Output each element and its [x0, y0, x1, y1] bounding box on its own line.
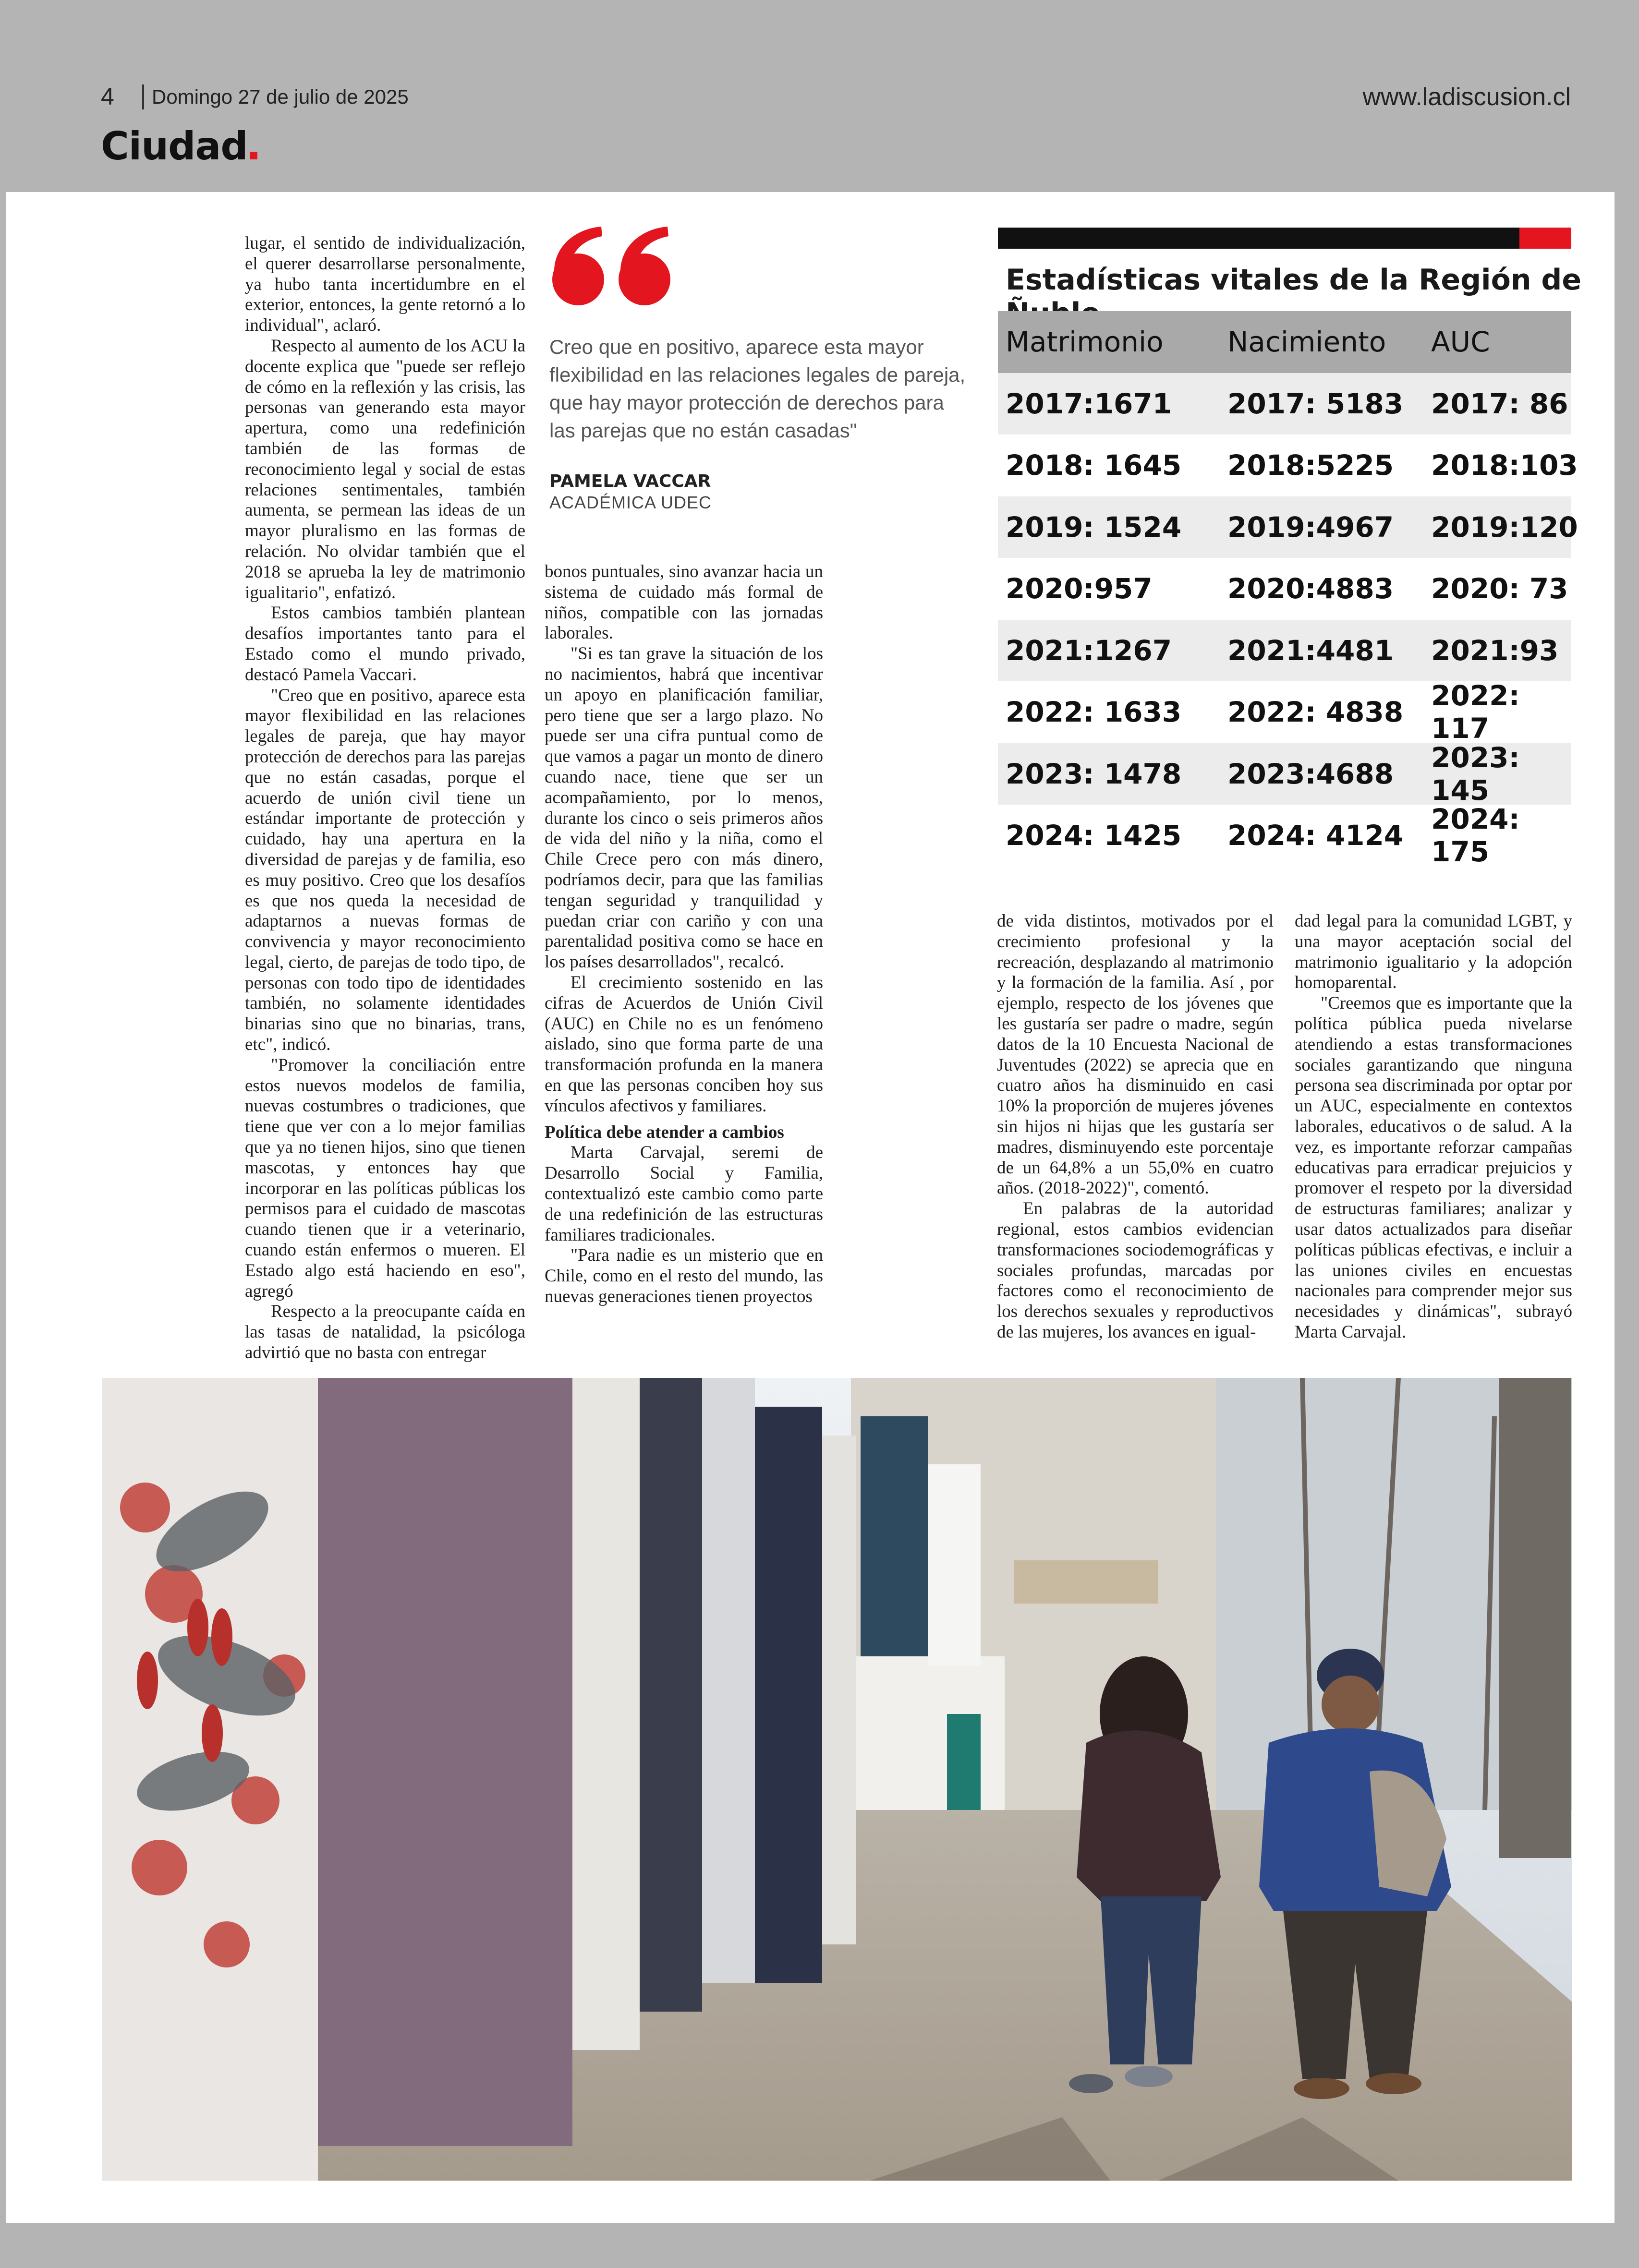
paragraph: "Creemos que es importante que la política pública pueda nivelarse atendiendo a estas transformaciones sociales garantizando que ninguna persona sea discriminada por optar por un AUC, especialmente en contextos laborales, educativos o de salud. A la vez, es importante reforzar campañas educativas para erradicar prejuicios y promover el respeto por la diversidad de estructuras familiares; analizar y usar datos actualizados para diseñar políticas públicas efectivas, e incluir a las uniones civiles en encuestas nacionales para comprender mejor sus necesidades y dinámicas", subrayó Marta Carvajal. — [1295, 993, 1572, 1342]
paragraph: dad legal para la comunidad LGBT, y una mayor aceptación social del matrimonio igualitario y la adopción homoparental. — [1295, 911, 1572, 993]
quote-author: PAMELA VACCAR — [549, 471, 711, 491]
site-url-link[interactable]: www.ladiscusion.cl — [1362, 83, 1571, 111]
table-cell: 2021:4481 — [1227, 634, 1394, 667]
header-cell: AUC — [1431, 326, 1490, 359]
paragraph: "Promover la conciliación entre estos nuevos modelos de familia, nuevas costumbres o tradiciones, que tiene que ver con a lo mejor familias que ya no tienen hijos, sino que tienen mascotas, y entonces hay que incorporar en las políticas públicas los permisos para el cuidado de mascotas cuando tienen que ir a veterinario, cuando están enfermos o mueren. El Estado algo está haciendo en eso", agregó — [245, 1055, 525, 1301]
stats-top-bar — [998, 228, 1571, 249]
table-row — [998, 743, 1571, 805]
paragraph: "Si es tan grave la situación de los no nacimientos, habrá que incentivar un apoyo en planificación familiar, pero tiene que ser a largo plazo. No puede ser una cifra puntual como de que vamos a pagar un monto de dinero cuando nace, tiene que ser un acompañamiento, por lo menos, durante los cinco o seis primeros años de vida del niño y la niña, como el Chile Crece pero con más dinero, podríamos decir, para que las familias tengan seguridad y tranquilidad y puedan criar con cariño y con una parentalidad positiva como se hace en los países desarrollados", recalcó. — [545, 644, 823, 972]
table-row — [998, 496, 1578, 558]
paragraph: En palabras de la autoridad regional, estos cambios evidencian transformaciones sociodemográficas y sociales profundas, marcadas por factores como el reconocimiento de los derechos sexuales y reproductivos de las mujeres, los avances en igual- — [997, 1199, 1274, 1342]
stats-header-row — [998, 311, 1571, 373]
table-cell: 2023: 145 — [1431, 741, 1520, 807]
paragraph: Estos cambios también plantean desafíos importantes tanto para el Estado como el mundo privado, destacó Pamela Vaccari. — [245, 603, 525, 685]
header-divider — [142, 84, 144, 109]
paragraph: Respecto a la preocupante caída en las tasas de natalidad, la psicóloga advirtió que no basta con entregar — [245, 1302, 525, 1363]
table-row — [998, 558, 1571, 620]
header-cell: Nacimiento — [1227, 326, 1386, 359]
table-cell: 2020:4883 — [1227, 572, 1394, 605]
table-cell: 2022: 1633 — [1006, 696, 1182, 729]
header-cell: Matrimonio — [1006, 326, 1164, 359]
subheading: Política debe atender a cambios — [545, 1122, 784, 1142]
table-cell: 2022: 117 — [1431, 679, 1520, 745]
table-row — [998, 620, 1571, 682]
table-cell: 2023:4688 — [1227, 757, 1394, 790]
table-row — [998, 434, 1578, 496]
table-cell: 2023: 1478 — [1006, 757, 1182, 790]
paragraph: de vida distintos, motivados por el crecimiento profesional y la recreación, desplazando al matrimonio y la formación de la familia. Así , por ejemplo, respecto de los jóvenes que les gustaría ser padre o madre, según datos de la 10 Encuesta Nacional de Juventudes (2022) se aprecia que en cuatro años ha disminuido en casi 10% la proporción de mujeres jóvenes sin hijos ni hijas que les gustaría ser madres, disminuyendo este porcentaje de un 64,8% a un 55,0% en cuatro años. (2018-2022)", comentó. — [997, 911, 1274, 1198]
table-row — [998, 805, 1571, 867]
page-date: Domingo 27 de julio de 2025 — [152, 85, 409, 108]
table-cell: 2018:5225 — [1227, 449, 1394, 482]
table-cell: 2021:1267 — [1006, 634, 1172, 667]
pull-quote: Creo que en positivo, aparece esta mayor flexibilidad en las relaciones legales de pareja, que hay mayor protección de derechos para las parejas que no están casadas" — [549, 336, 966, 442]
quote-role: ACADÉMICA UDEC — [549, 493, 712, 512]
table-cell: 2019:120 — [1431, 510, 1578, 543]
paragraph: lugar, el sentido de individualización, el querer desarrollarse personalmente, ya hubo tanta incertidumbre en el exterior, entonces, la gente retornó a lo individual", aclaró. — [245, 233, 525, 336]
page-number: 4 — [101, 83, 114, 110]
table-cell: 2021:93 — [1431, 634, 1559, 667]
table-cell: 2017: 5183 — [1227, 387, 1404, 420]
paragraph: "Para nadie es un misterio que en Chile, como en el resto del mundo, las nuevas generaciones tienen proyectos — [545, 1245, 823, 1306]
table-cell: 2017: 86 — [1431, 387, 1568, 420]
article-column-1 — [245, 233, 525, 1363]
table-row — [998, 373, 1571, 435]
table-cell: 2019:4967 — [1227, 510, 1394, 543]
paragraph: bonos puntuales, sino avanzar hacia un sistema de cuidado más formal de niños, compatible con las jornadas laborales. — [545, 562, 823, 643]
table-cell: 2024: 1425 — [1006, 819, 1182, 852]
article-column-3 — [997, 911, 1274, 1343]
table-cell: 2020: 73 — [1431, 572, 1568, 605]
paragraph: Respecto al aumento de los ACU la docente explica que "puede ser reflejo de cómo en la reflexión y las crisis, las personas van generando esta mayor apertura, como una redefinición también de las formas de reconocimiento legal y social de estas relaciones sentimentales, también aumenta, se permean las ideas de un mayor pluralismo en las formas de relación. No olvidar también que el 2018 se aprueba la ley de matrimonio igualitario", enfatizó. — [245, 336, 525, 603]
section-dot — [250, 152, 257, 159]
table-cell: 2017:1671 — [1006, 387, 1172, 420]
paragraph: Marta Carvajal, seremi de Desarrollo Social y Familia, contextualizó este cambio como parte de una redefinición de las estructuras familiares tradicionales. — [545, 1143, 823, 1245]
article-column-4 — [1295, 911, 1572, 1343]
table-cell: 2020:957 — [1006, 572, 1153, 605]
table-cell: 2024: 175 — [1431, 803, 1520, 869]
stats-title: Estadísticas vitales de la Región de — [1006, 263, 1582, 297]
table-cell: 2018:103 — [1431, 449, 1578, 482]
paragraph: "Creo que en positivo, aparece esta mayor flexibilidad en las relaciones legales de pareja, que hay mayor protección de derechos para las parejas que no están casadas, porque el acuerdo de unión civil tiene un estándar importante de protección y cuidado, hay una apertura en la diversidad de parejas y de familia, eso es muy positivo. Creo que los desafíos es que nos queda la necesidad de adaptarnos a nuevas formas de convivencia y mayor reconocimiento legal, cierto, de parejas de todo tipo, de personas con todo tipo de identidades también, no solamente identidades binarias sino que no binarias, trans, etc", indicó. — [245, 685, 525, 1055]
stats-table — [998, 311, 1578, 869]
table-cell: 2024: 4124 — [1227, 819, 1404, 852]
street-couple-photo — [102, 1378, 1572, 2181]
section-title: Ciudad — [101, 124, 257, 169]
paragraph: El crecimiento sostenido en las cifras de Acuerdos de Unión Civil (AUC) en Chile no es un fenómeno aislado, sino que forma parte de una transformación profunda en la manera en que las personas conciben hoy sus vínculos afectivos y familiares. — [545, 972, 823, 1116]
table-cell: 2019: 1524 — [1006, 510, 1182, 543]
article-column-2 — [545, 562, 823, 1307]
quote-mark-icon — [548, 226, 678, 307]
table-row — [998, 681, 1571, 743]
table-cell: 2018: 1645 — [1006, 449, 1182, 482]
stats-accent-block — [1519, 228, 1571, 249]
table-cell: 2022: 4838 — [1227, 696, 1404, 729]
